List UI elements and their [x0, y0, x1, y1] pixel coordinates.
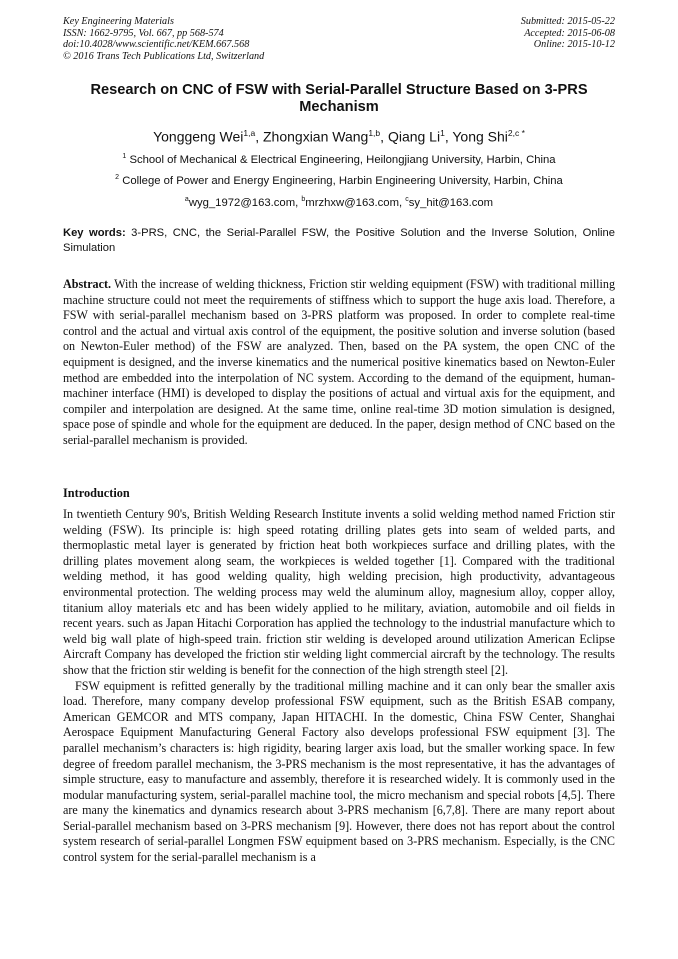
journal-name: Key Engineering Materials [63, 16, 174, 27]
author-affiliation-mark: 1,b [368, 128, 381, 138]
doi-line: doi:10.4028/www.scientific.net/KEM.667.568 [63, 39, 250, 51]
affiliation-text: College of Power and Energy Engineering, Harbin Engineering University, Harbin, China [122, 174, 563, 187]
affiliation-mark: 2 [115, 174, 120, 181]
email-mark: c [405, 196, 409, 203]
body-paragraph: In twentieth Century 90's, British Welding Research Institute invents a solid welding method named Friction stir welding (FSW). Its principle is: high speed rotating drilling plates gets into seam of welded parts, and thermoplastic metal layer is generated by friction heat both workpieces surface and drilling plates, with the drilling plates movement along seam, the workpieces is welded together [1]. Compared with the traditional welding method, it has good welding quality, high welding precision, high productivity, advantageous environmental protection. The welding process may weld the aluminum alloy, magnesium alloy, copper alloy, titanium alloy materials etc and has been widely applied to he military, aviation, automobile and oil fields in recent years. such as Japan Hitachi Corporation has applied the technology to the industrial manufacture which to weld big wall plate of high-speed train. friction stir welding is developed around utilization American Eclipse Aircraft Company has developed the friction stir welding light commercial aircraft by the technology. The results show that the friction stir welding is benefit for the connection of the high strength steel [2]. [63, 507, 615, 677]
author-affiliation-mark: 1 [440, 128, 445, 138]
keywords-label: Key words: [63, 227, 126, 239]
abstract-text: With the increase of welding thickness, Friction stir welding equipment (FSW) with traditional milling machine structure could not meet the requirements of stiffness which to support the huge axis load. Therefore, a FSW with serial-parallel mechanism based on 3-PRS platform was proposed. In order to complete real-time control and the actual and virtual axis control of the equipment, the positive solution and inverse solution (based on Newton-Euler method) of the FSW are analyzed. Then, based on the PA system, the open CNC of the equipment is designed, and the inverse kinematics and the numerical positive kinematics based on Newton-Euler method are embedded into the interpolation of NC system. According to the demand of the equipment, human-machiner interface (HMI) is developed to display the positions of actual and virtual axis for the equipment, and compiler and interpolation are designed. At the same time, online real-time 3D motion simulation is designed, space pose of spindle and whole for the equipment are deduced. In the paper, design method of CNC based on the serial-parallel mechanism is provided. [63, 277, 615, 447]
affiliation-mark: 1 [122, 153, 127, 160]
author-affiliation-mark: 1,a [243, 128, 256, 138]
affiliation-1 [60, 150, 618, 167]
affiliation-2 [60, 171, 618, 188]
keywords [63, 226, 615, 255]
author-name: Qiang Li [387, 128, 441, 145]
author-affiliation-mark: 2,c * [507, 128, 525, 138]
accepted-date: Accepted: 2015-06-08 [524, 27, 615, 39]
introduction-body [63, 507, 615, 866]
journal-header [63, 16, 264, 62]
keywords-text: 3-PRS, CNC, the Serial-Parallel FSW, the Positive Solution and the Inverse Solution, Online Simulation [63, 227, 615, 254]
dates-header [521, 16, 615, 51]
issn-line: ISSN: 1662-9795, Vol. 667, pp 568-574 [63, 27, 224, 39]
paper-title: Research on CNC of FSW with Serial-Parallel Structure Based on 3-PRS Mechanism [90, 82, 588, 115]
affiliation-text: School of Mechanical & Electrical Engineering, Heilongjiang University, Harbin, China [129, 153, 556, 166]
email-link[interactable]: sy_hit@163.com [408, 196, 494, 209]
submitted-date: Submitted: 2015-05-22 [520, 16, 615, 27]
copyright-line: © 2016 Trans Tech Publications Ltd, Switzerland [63, 50, 265, 62]
author-name: Zhongxian Wang [263, 128, 369, 145]
author-name: Yonggeng Wei [153, 128, 244, 145]
email-link[interactable]: mrzhxw@163.com, [305, 196, 406, 209]
abstract [63, 277, 615, 449]
abstract-label: Abstract. [63, 277, 112, 291]
section-heading-introduction: Introduction [63, 486, 130, 500]
online-date: Online: 2015-10-12 [533, 39, 615, 51]
email-mark: a [184, 196, 189, 203]
author-list: Yonggeng Wei$^{1,a}$, Zhongxian Wang$^{1,b}$, Qiang Li$^1$, Yong Shi$^{2,c *}$ [153, 128, 525, 145]
email-list [60, 193, 618, 210]
email-mark: b [301, 196, 306, 203]
author-name: Yong Shi [452, 128, 508, 145]
email-link[interactable]: wyg_1972@163.com, [188, 196, 302, 209]
body-paragraph: FSW equipment is refitted generally by the traditional milling machine and it can only bear the smaller axis load. Therefore, many company develop professional FSW equipment, such as the British ESAB company, American GEMCOR and MTS company, Japan HITACHI. In the domestic, China FSW Center, Shanghai Aerospace Equipment Manufacturing General Factory also develops professional FSW equipment [3]. The parallel mechanism’s characters is: high rigidity, bearing larger axis load, but the smaller working space. In few degree of freedom parallel mechanism, the 3-PRS mechanism is the most representative, it has the advantages of simple structure, easy to manufacture and assembly, therefore it is researched widely. It is commonly used in the modular manufacturing system, serial-parallel machine tool, the micro mechanism and special robots [4,5]. There are many the kinematics and dynamics research about 3-PRS mechanism [6,7,8]. There are many report about Serial-parallel mechanism based on 3-PRS mechanism [9]. However, there does not has report about the control system research of serial-parallel Longmen FSW equipment based on 3-PRS mechanism. Especially, is the CNC control system for the serial-parallel mechanism is a [63, 678, 615, 865]
